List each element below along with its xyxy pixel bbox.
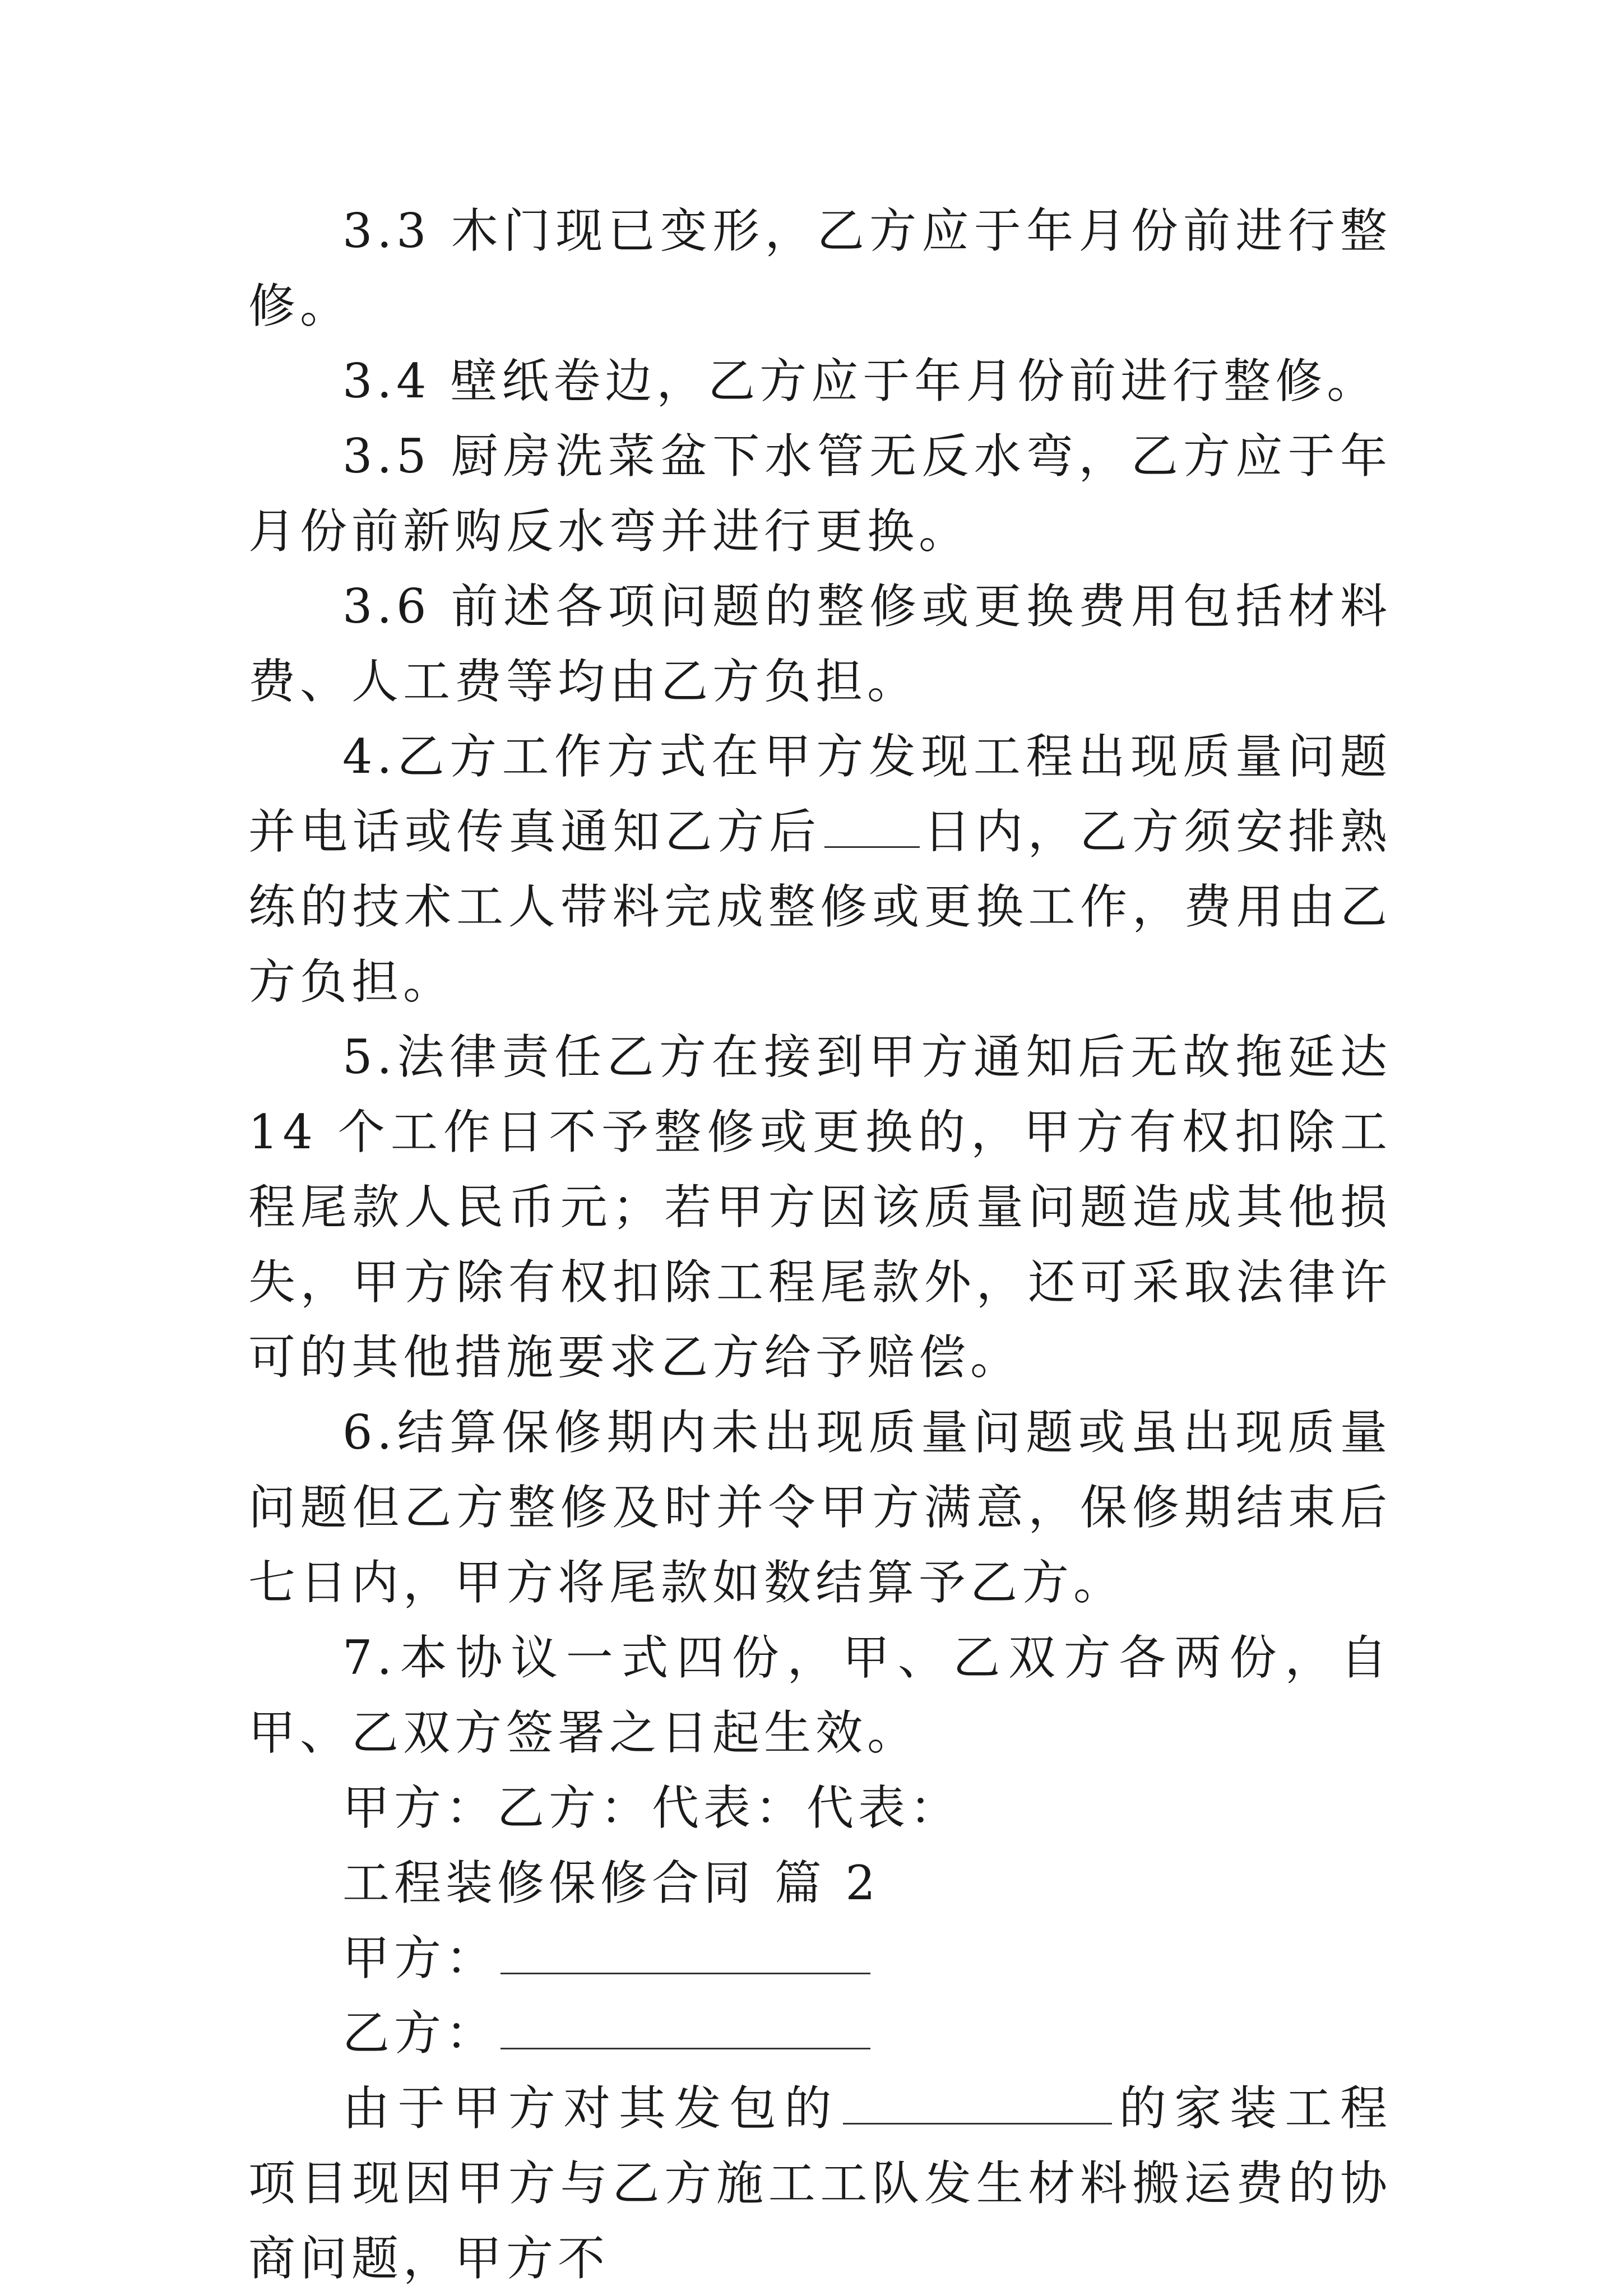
intro-before: 由于甲方对其发包的 xyxy=(342,2081,840,2136)
clause-4 xyxy=(248,719,1392,1019)
section-title: 工程装修保修合同 篇 2 xyxy=(342,1856,880,1910)
clause-4-before: 4.乙方工作方式在甲方发现工程出现质量问题并电话或传真通知乙方后 xyxy=(248,729,1392,859)
intro-paragraph xyxy=(248,2071,1392,2296)
clause-3-5: 3.5 厨房洗菜盆下水管无反水弯，乙方应于年月份前新购反水弯并进行更换。 xyxy=(248,429,1392,559)
clause-3-6: 3.6 前述各项问题的整修或更换费用包括材料费、人工费等均由乙方负担。 xyxy=(248,579,1392,709)
party-b-line xyxy=(248,1996,1392,2071)
intro-after: 的家装工程项目现因甲方与乙方施工工队发生材料搬运费的协商问题，甲方不 xyxy=(248,2081,1392,2286)
clause-7: 7.本协议一式四份，甲、乙双方各两份，自甲、乙双方签署之日起生效。 xyxy=(248,1630,1392,1760)
party-a-blank xyxy=(500,1928,870,1974)
party-a-label: 甲方： xyxy=(342,1931,498,1986)
clause-3-3: 3.3 木门现已变形，乙方应于年月份前进行整修。 xyxy=(248,203,1392,333)
clause-6: 6.结算保修期内未出现质量问题或虽出现质量问题但乙方整修及时并令甲方满意，保修期结束后七日内，甲方将尾款如数结算予乙方。 xyxy=(248,1405,1392,1610)
document-body xyxy=(248,193,1392,2296)
clause-4-after: 日内，乙方须安排熟练的技术工人带料完成整修或更换工作，费用由乙方负担。 xyxy=(248,804,1392,1009)
signature-line: 甲方：乙方：代表：代表： xyxy=(342,1780,962,1835)
party-b-label: 乙方： xyxy=(342,2006,498,2061)
party-b-blank xyxy=(500,2003,870,2049)
party-a-line xyxy=(248,1921,1392,1996)
clause-3-4: 3.4 壁纸卷边，乙方应于年月份前进行整修。 xyxy=(342,354,1379,409)
project-blank xyxy=(843,2078,1112,2125)
clause-5: 5.法律责任乙方在接到甲方通知后无故拖延达 14 个工作日不予整修或更换的，甲方有权扣除工程尾款人民币元；若甲方因该质量问题造成其他损失，甲方除有权扣除工程尾款外，还可采取法律许可的其他措施要求乙方给予赔偿。 xyxy=(248,1029,1392,1385)
clause-4-blank xyxy=(824,801,920,848)
